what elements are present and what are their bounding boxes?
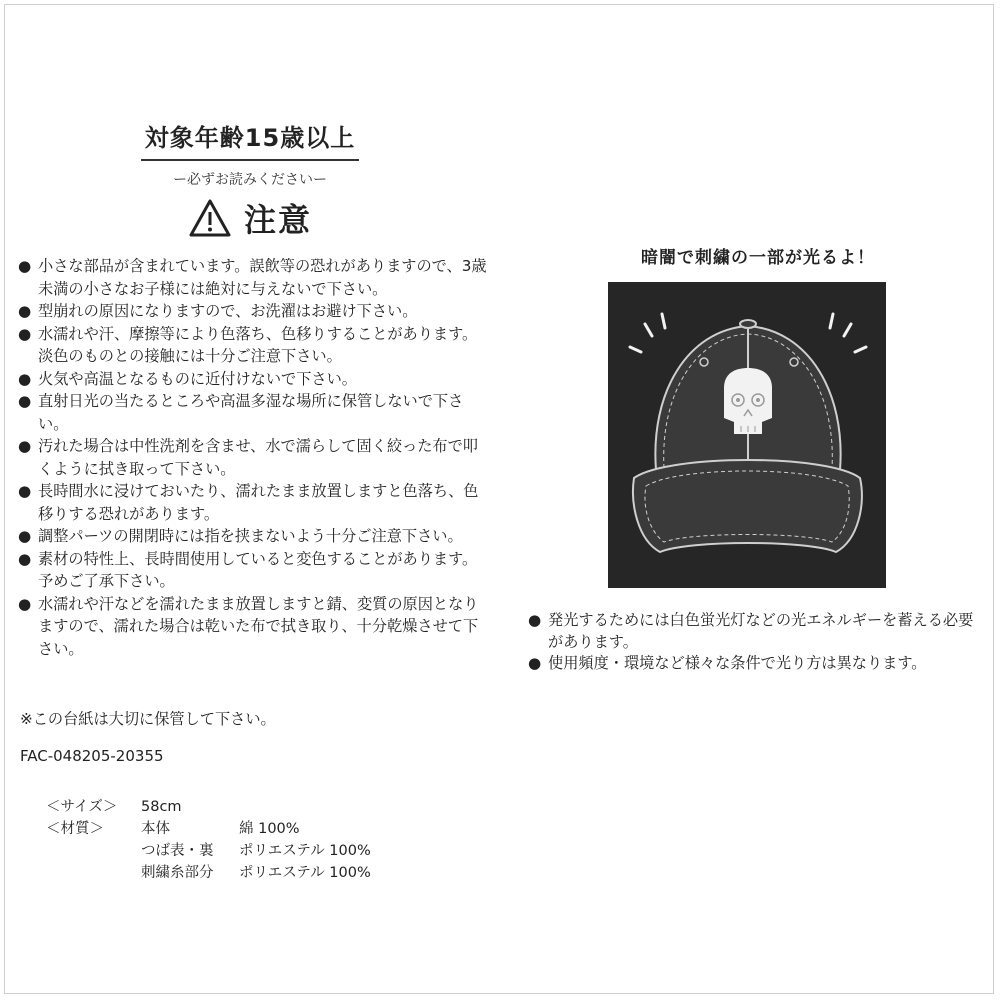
product-code: FAC-048205-20355 [20, 747, 164, 765]
material-value: ポリエステル 100% [239, 843, 371, 859]
cap-brim [633, 460, 862, 552]
list-item: ● 長時間水に浸けておいたり、濡れたまま放置しますと色落ち、色移りする恐れがあります。 [18, 482, 479, 523]
material-row [46, 840, 371, 862]
keep-card-note: ※この台紙は大切に保管して下さい。 [20, 710, 276, 728]
list-item: ● 発光するためには白色蛍光灯などの光エネルギーを蓄える必要があります。 [528, 611, 974, 651]
material-part: 刺繍糸部分 [141, 865, 214, 881]
size-label: ＜サイズ＞ [46, 799, 118, 815]
size-value: 58cm [141, 799, 182, 815]
cap-illustration-panel [608, 282, 886, 588]
age-rating: 対象年齢15歳以上 [141, 118, 359, 161]
list-item: ● 使用頻度・環境など様々な条件で光り方は異なります。 [528, 654, 927, 672]
material-value: 綿 100% [239, 821, 300, 837]
material-row [46, 862, 371, 884]
caution-list [18, 255, 488, 660]
list-item: ● 素材の特性上、長時間使用していると変色することがあります。予めご了承下さい。 [18, 549, 478, 590]
spec-table [46, 796, 371, 884]
size-row [46, 796, 371, 818]
caution-heading [0, 195, 500, 241]
caution-title: 注意 [243, 201, 312, 239]
list-item: ● 汚れた場合は中性洗剤を含ませ、水で濡らして固く絞った布で叩くように拭き取って下さい。 [18, 437, 478, 478]
list-item: ● 型崩れの原因になりますので、お洗濯はお避け下さい。 [18, 302, 418, 320]
material-part: 本体 [141, 821, 170, 837]
baseball-cap-illustration [608, 282, 886, 588]
list-item: ● 水濡れや汗などを濡れたまま放置しますと錆、変質の原因となりますので、濡れた場合は乾いた布で拭き取り、十分乾燥させて下さい。 [18, 594, 479, 658]
glow-notes-list [528, 610, 988, 675]
header [0, 118, 500, 241]
glow-caption: 暗闇で刺繍の一部が光るよ！ [641, 248, 875, 268]
warning-triangle-icon [188, 198, 232, 238]
material-label: ＜材質＞ [46, 821, 104, 837]
list-item: ● 小さな部品が含まれています。誤飲等の恐れがありますので、3歳未満の小さなお子様には絶対に与えないで下さい。 [18, 257, 487, 298]
material-part: つば表・裏 [141, 843, 214, 859]
list-item: ● 直射日光の当たるところや高温多湿な場所に保管しないで下さい。 [18, 392, 464, 433]
list-item: ● 水濡れや汗、摩擦等により色落ち、色移りすることがあります。淡色のものとの接触には十分ご注意下さい。 [18, 324, 478, 365]
list-item: ● 火気や高温となるものに近付けないで下さい。 [18, 369, 357, 388]
material-value: ポリエステル 100% [239, 865, 371, 881]
glow-rays-right [830, 314, 866, 352]
list-item: ● 調整パーツの開閉時には指を挟まないよう十分ご注意下さい。 [18, 527, 463, 545]
material-row [46, 818, 371, 840]
glow-rays-left [630, 314, 665, 352]
read-notice: ー必ずお読みくださいー [173, 172, 327, 188]
